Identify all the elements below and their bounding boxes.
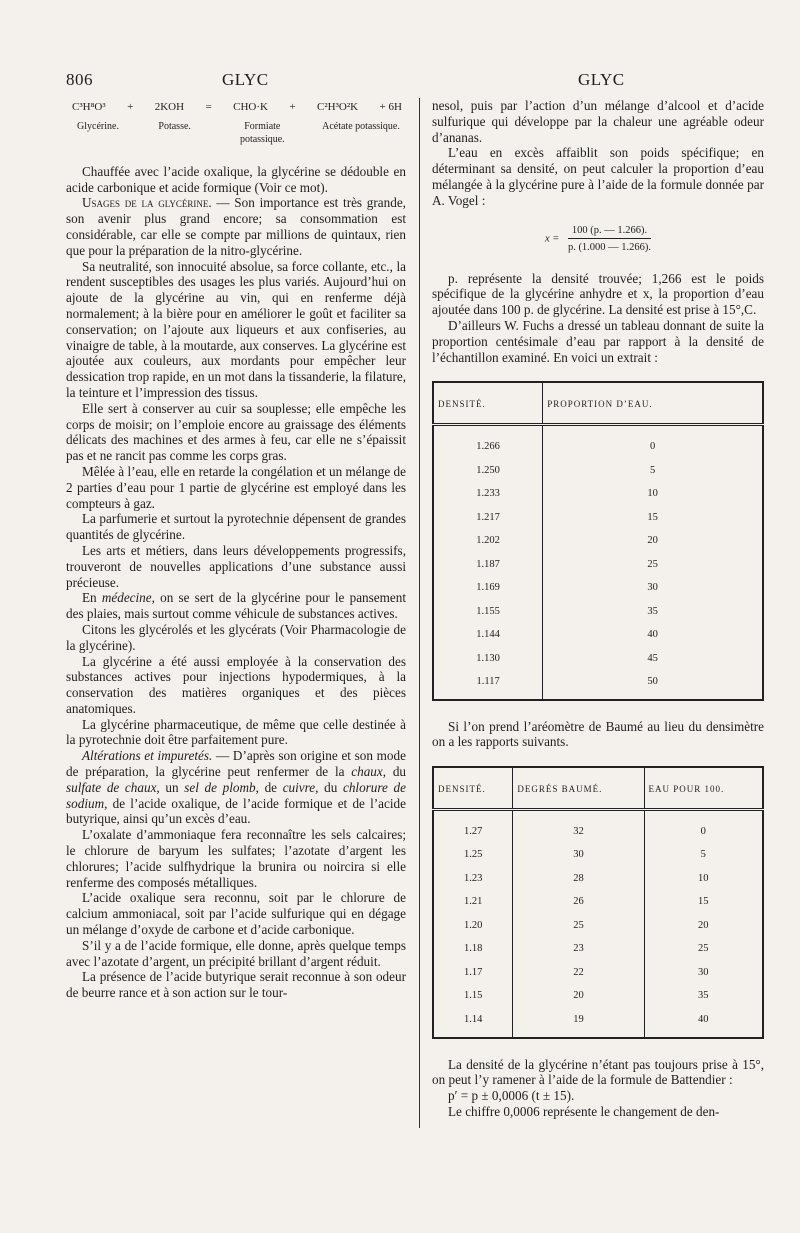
eq-term: C²H³O²K [317, 101, 359, 113]
eq-term: CHO·K [233, 101, 268, 113]
paragraph: Sa neutralité, son innocuité absolue, sa force collante, etc., la rendent susceptibles des usages les plus variés. Aujourd’hui on ajoute de la glycérine au vin, qui en renferme déjà normalement; à la bière pour en améliorer le goût et faciliter sa conservation; on l’ajoute aux liqueurs et aux confiseries, au vinaigre de table, à la moutarde, aux conserves. La glycérine est ajoutée aux couleurs, aux mordants pour empêcher leur dessication trop rapide, en un mot dans la tissanderie, la filature, la teinture et l’impression des tissus. [66, 258, 406, 400]
formula-battendier: p′ = p ± 0,0006 (t ± 15). [448, 1088, 575, 1104]
left-column [66, 98, 406, 1001]
table-header: DENSITÉ. [433, 767, 513, 809]
table-cell: 1.25 [463, 849, 483, 861]
paragraph: L’acide oxalique sera reconnu, soit par le chlorure de calcium ammoniacal, soit par l’acide sulfurique qui en dégage un mélange d’oxyde de carbone et d’acide carbonique. [66, 890, 406, 938]
paragraph: Mêlée à l’eau, elle en retarde la congélation et un mélange de 2 parties d’eau pour 1 partie de glycérine est employé dans les compteurs à gaz. [66, 463, 406, 511]
table-cell: 1.266 [476, 441, 500, 452]
table-cell: 1.144 [476, 629, 500, 640]
paragraph-text: — Son importance est très grande, son avenir plus grand encore; sa consommation est considérable, car elle se compte par millions de quintaux, rien que pour la préparation de la nitro-glycérine. [66, 195, 406, 258]
running-head-left: GLYC [222, 70, 269, 89]
table-row [433, 623, 763, 647]
table-header: DEGRÉS BAUMÉ. [513, 767, 644, 809]
table-cell: 1.27 [463, 825, 483, 837]
table-row [433, 1008, 763, 1038]
table-row [433, 914, 763, 938]
table-cell: 35 [644, 985, 763, 1009]
table-cell: 20 [543, 529, 763, 553]
paragraph: La glycérine a été aussi employée à la conservation des substances actives pour injections hypodermiques, à la conservation des matières organiques et des pièces anatomiques. [66, 653, 406, 716]
table-row [433, 647, 763, 671]
emphasis: médecine [101, 590, 152, 606]
text: En [82, 590, 102, 606]
fuchs-table [432, 381, 764, 700]
paragraph: L’oxalate d’ammoniaque fera reconnaître les sels calcaires; le chlorure de baryum les sulfates; l’azotate d’argent les chlorures; l’acide sulfhydrique la brunira ou noircira si elle renferme des composés métalliques. [66, 827, 406, 890]
text: , de [255, 779, 283, 795]
table-cell: 20 [644, 914, 763, 938]
table-cell: 1.169 [476, 582, 500, 593]
formula-denominator: p. (1.000 — 1.266). [568, 238, 651, 255]
table-row [433, 985, 763, 1009]
table-cell: 23 [513, 938, 644, 962]
paragraph: Le chiffre 0,0006 représente le changement de den- [448, 1103, 720, 1119]
page-number: 806 [66, 70, 93, 89]
table-row [433, 670, 763, 700]
equation-labels [70, 120, 400, 146]
formula-numerator: 100 (p. — 1.266). [571, 224, 648, 236]
section-title: Usages de la glycérine. [82, 195, 212, 211]
eq-term: + [127, 101, 134, 113]
emphasis: sulfate de chaux [66, 779, 157, 795]
table-cell: 1.187 [476, 558, 500, 570]
table-cell: 5 [644, 844, 763, 868]
table-row [433, 810, 763, 844]
table-cell: 0 [543, 425, 763, 459]
table-cell: 1.233 [476, 488, 500, 499]
paragraph: Chauffée avec l’acide oxalique, la glycérine se dédouble en acide carbonique et acide formique (Voir ce mot). [66, 163, 406, 195]
paragraph: La parfumerie et surtout la pyrotechnie dépensent de grandes quantités de glycérine. [66, 511, 406, 543]
table-row [433, 576, 763, 600]
table-cell: 15 [644, 891, 763, 915]
text: , on se sert de la glycérine pour le pansement des plaies, mais surtout comme véhicule de substances actives. [66, 590, 406, 622]
table-row [433, 891, 763, 915]
table-cell: 1.217 [476, 511, 500, 523]
paragraph [66, 195, 406, 258]
table-cell: 1.20 [463, 919, 483, 931]
table-cell: 1.14 [463, 1013, 483, 1025]
table-row [433, 482, 763, 506]
text: , un [156, 779, 185, 795]
table-cell: 26 [513, 891, 644, 915]
table-row [433, 961, 763, 985]
table-header: EAU POUR 100. [644, 767, 763, 809]
eq-term: 2KOH [154, 101, 185, 113]
table-row [433, 600, 763, 624]
table-cell: 10 [644, 867, 763, 891]
table-cell: 10 [543, 482, 763, 506]
table-row [433, 425, 763, 459]
table-cell: 25 [543, 553, 763, 577]
table-cell: 22 [513, 961, 644, 985]
table-cell: 30 [644, 961, 763, 985]
paragraph: p. représente la densité trouvée; 1,266 est le poids spécifique de la glycérine anhydre et x, la proportion d’eau ajoutée dans 100 p. de glycérine. La densité est prise à 15°,C. [432, 270, 764, 318]
table-row [433, 867, 763, 891]
column-divider [419, 98, 420, 1128]
text: , du [315, 779, 343, 795]
paragraph: La densité de la glycérine n’étant pas toujours prise à 15°, on peut l’y ramener à l’aide de la formule de Battendier : [432, 1056, 764, 1088]
table-cell: 5 [543, 459, 763, 483]
table-cell: 1.15 [463, 990, 483, 1002]
emphasis: sel de plomb [184, 779, 256, 795]
table-cell: 1.21 [463, 896, 483, 908]
emphasis: chaux [351, 764, 383, 780]
text: , du [382, 764, 407, 780]
eq-label: Potasse. [158, 120, 191, 132]
eq-label: Acétate potassique. [322, 120, 400, 132]
paragraph [66, 748, 406, 827]
paragraph: S’il y a de l’acide formique, elle donne, après quelque temps avec l’azotate d’argent, un précipité brillant d’argent réduit. [66, 937, 406, 969]
table-cell: 45 [543, 647, 763, 671]
table-cell: 0 [644, 810, 763, 844]
table-cell: 1.117 [476, 676, 500, 687]
table-row [433, 553, 763, 577]
table-cell: 32 [513, 810, 644, 844]
table-cell: 1.250 [476, 464, 500, 476]
table-cell: 28 [513, 867, 644, 891]
paragraph: Citons les glycérolés et les glycérats (Voir Pharmacologie de la glycérine). [66, 621, 406, 653]
running-head-right: GLYC [578, 70, 625, 89]
table-cell: 50 [543, 670, 763, 700]
table-row [433, 529, 763, 553]
table-cell: 40 [644, 1008, 763, 1038]
table-cell: 1.155 [476, 605, 500, 617]
emphasis: cuivre [282, 779, 316, 795]
table-row [433, 844, 763, 868]
paragraph: Elle sert à conserver au cuir sa souplesse; elle empêche les corps de moisir; on l’emploie encore au graissage des éléments délicats des machines et des armes à feu, car elle ne s’épaissit pas et ne rancit pas comme les corps gras. [66, 400, 406, 464]
baume-table [432, 766, 764, 1038]
table-cell: 15 [543, 506, 763, 530]
paragraph: D’ailleurs W. Fuchs a dressé un tableau donnant de suite la proportion centésimale d’eau par rapport à la densité de l’échantillon examiné. En voici un extrait : [432, 317, 764, 365]
paragraph [66, 590, 406, 622]
table-cell: 30 [513, 844, 644, 868]
table-cell: 1.130 [476, 652, 500, 664]
formula-lhs: x = [544, 232, 560, 244]
table-cell: 30 [543, 576, 763, 600]
emphasis: chlorure de sodium [66, 779, 407, 811]
table-cell: 1.18 [463, 943, 483, 955]
table-cell: 1.17 [463, 966, 483, 978]
text: , de l’acide oxalique, de l’acide formique et de l’acide butyrique, ainsi qu’un excès d’eau. [66, 795, 406, 827]
table-cell: 35 [543, 600, 763, 624]
eq-term: C³H⁸O³ [72, 101, 106, 113]
table-header: DENSITÉ. [433, 382, 543, 424]
eq-term: + 6H [379, 101, 402, 113]
table-cell: 1.23 [463, 872, 483, 884]
paragraph: La présence de l’acide butyrique serait reconnue à son odeur de beurre rance et à son action sur le tour- [66, 969, 406, 1001]
section-title: Altérations et impuretés. [82, 748, 213, 764]
text: — D’après son origine et son mode de préparation, la glycérine peut renfermer de la [66, 748, 406, 780]
table-row [433, 459, 763, 483]
right-column [432, 98, 764, 1120]
table-header: PROPORTION D’EAU. [543, 382, 763, 424]
vogel-formula [432, 223, 764, 255]
eq-term: = [205, 101, 212, 113]
table-cell: 25 [513, 914, 644, 938]
chemical-equation [72, 100, 402, 116]
table-cell: 19 [513, 1008, 644, 1038]
table-row [433, 938, 763, 962]
paragraph: L’eau en excès affaiblit son poids spécifique; en déterminant sa densité, on peut calculer la proportion d’eau mélangée à la glycérine pure à l’aide de la formule donnée par A. Vogel : [432, 145, 764, 208]
table-cell: 20 [513, 985, 644, 1009]
eq-label: Glycérine. [77, 120, 119, 132]
paragraph: nesol, puis par l’action d’un mélange d’alcool et d’acide sulfurique qui développe par la chaleur une agréable odeur d’ananas. [432, 98, 764, 145]
table-cell: 1.202 [476, 535, 500, 546]
paragraph: La glycérine pharmaceutique, de même que celle destinée à la pyrotechnie doit être parfaitement pure. [66, 716, 406, 748]
paragraph: Si l’on prend l’aréomètre de Baumé au lieu du densimètre on a les rapports suivants. [432, 718, 764, 750]
paragraph: Les arts et métiers, dans leurs développements progressifs, trouveront de nouvelles applications d’une substance aussi précieuse. [66, 542, 406, 590]
table-row [433, 506, 763, 530]
table-cell: 40 [543, 623, 763, 647]
eq-term: + [289, 101, 296, 113]
table-cell: 25 [644, 938, 763, 962]
formula-fraction [568, 223, 651, 255]
eq-label: Formiate potassique. [239, 120, 285, 145]
